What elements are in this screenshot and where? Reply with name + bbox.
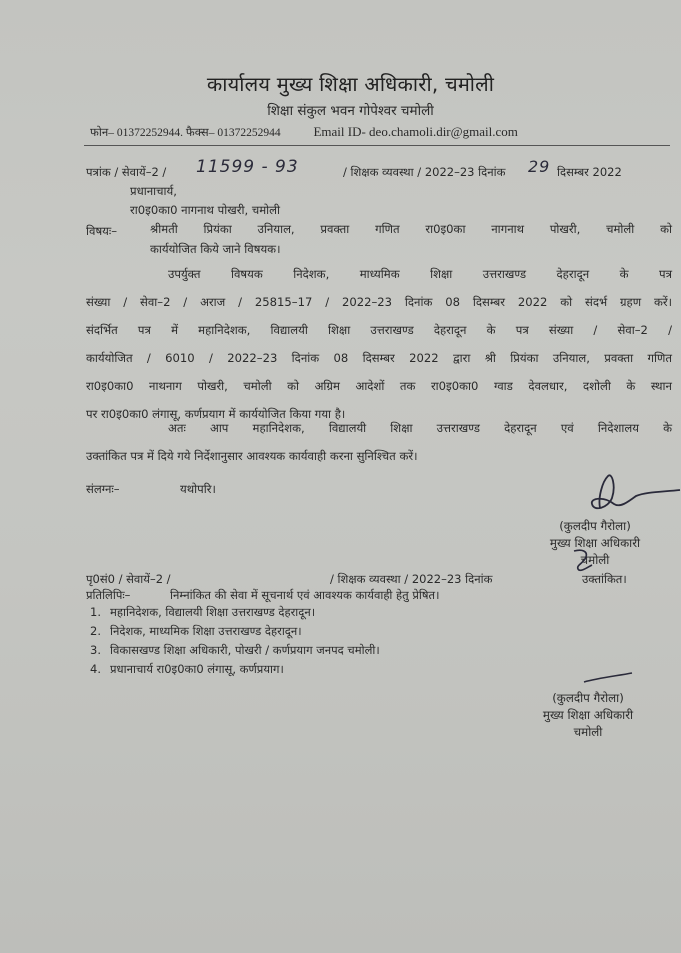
subject-line-2: कार्ययोजित किये जाने विषयक। <box>150 242 281 256</box>
copy-list-item: 3. विकासखण्ड शिक्षा अधिकारी, पोखरी / कर्णप्रयाग जनपद चमोली। <box>90 643 380 657</box>
date-month-year: दिसम्बर 2022 <box>557 165 622 179</box>
copy-reference-prefix: पृ0सं0 / सेवायें–2 / <box>86 572 171 586</box>
signature-stroke <box>582 670 634 686</box>
signature-scribble <box>580 470 681 520</box>
signatory-designation: मुख्य शिक्षा अधिकारी <box>542 708 634 722</box>
header-divider <box>84 145 670 146</box>
copy-label: प्रतिलिपिः– <box>86 588 131 602</box>
copy-reference-suffix: / शिक्षक व्यवस्था / 2022–23 दिनांक <box>330 572 493 586</box>
enclosure-value: यथोपरि। <box>180 482 216 496</box>
signature-block-2 <box>528 690 648 741</box>
copy-list-item: 4. प्रधानाचार्य रा0इ0का0 लंगासू, कर्णप्रयाग। <box>90 662 284 676</box>
paragraph-line: संख्या / सेवा–2 / अराज / 25815–17 / 2022–23 दिनांक 08 दिसम्बर 2022 को संदर्भ ग्रहण करें। <box>86 295 672 309</box>
signatory-place: चमोली <box>580 553 610 567</box>
subject-line-1: श्रीमती प्रियंका उनियाल, प्रवक्ता गणित रा0इ0का नागनाथ पोखरी, चमोली को <box>150 222 672 236</box>
subject-label: विषयः– <box>86 224 118 238</box>
paragraph-line: कार्ययोजित / 6010 / 2022–23 दिनांक 08 दिसम्बर 2022 द्वारा श्री प्रियंका उनियाल, प्रवक्ता गणित <box>86 351 672 365</box>
signatory-name: (कुलदीप गैरोला) <box>559 519 631 533</box>
paragraph-line: उपर्युक्त विषयक निदेशक, माध्यमिक शिक्षा उत्तराखण्ड देहरादून के पत्र <box>168 267 672 281</box>
paragraph-line: अतः आप महानिदेशक, विद्यालयी शिक्षा उत्तराखण्ड देहरादून एवं निदेशालय के <box>168 421 672 435</box>
contact-line <box>90 124 518 140</box>
office-title: कार्यालय मुख्य शिक्षा अधिकारी, चमोली <box>206 72 495 96</box>
copy-intro: निम्नांकित की सेवा में सूचनार्थ एवं आवश्यक कार्यवाही हेतु प्रेषित। <box>170 588 440 602</box>
phone-fax: फोन– 01372252944. फैक्स– 01372252944 <box>90 127 281 139</box>
signatory-place: चमोली <box>573 725 603 739</box>
body-paragraph-1 <box>86 260 672 428</box>
copy-list-item: 1. महानिदेशक, विद्यालयी शिक्षा उत्तराखण्ड देहरादून। <box>90 605 316 619</box>
paragraph-line: पर रा0इ0का0 लंगासू, कर्णप्रयाग में कार्ययोजित किया गया है। <box>86 407 346 421</box>
initials-mark <box>568 545 598 575</box>
email-id: Email ID- deo.chamoli.dir@gmail.com <box>313 124 518 139</box>
paragraph-line: उक्तांकित पत्र में दिये गये निर्देशानुसार आवश्यक कार्यवाही करना सुनिश्चित करें। <box>86 449 418 463</box>
paragraph-line: रा0इ0का0 नाथनाग पोखरी, चमोली को अग्रिम आदेशों तक रा0इ0का0 ग्वाड देवलधार, दशोली के स्थान <box>86 379 672 393</box>
signatory-designation: मुख्य शिक्षा अधिकारी <box>549 536 641 550</box>
copy-date-value: उक्तांकित। <box>582 572 627 586</box>
copy-list-item: 2. निदेशक, माध्यमिक शिक्षा उत्तराखण्ड देहरादून। <box>90 624 302 638</box>
paragraph-line: संदर्भित पत्र में महानिदेशक, विद्यालयी शिक्षा उत्तराखण्ड देहरादून के पत्र संख्या / सेवा–2 / <box>86 323 672 337</box>
reference-prefix: पत्रांक / सेवायें–2 / <box>86 165 167 179</box>
date-day-handwritten: 29 <box>528 157 551 176</box>
recipient-school: रा0इ0का0 नागनाथ पोखरी, चमोली <box>130 203 281 217</box>
office-address: शिक्षा संकुल भवन गोपेश्वर चमोली <box>267 103 434 119</box>
signatory-name: (कुलदीप गैरोला) <box>552 691 624 705</box>
reference-suffix: / शिक्षक व्यवस्था / 2022–23 दिनांक <box>343 165 506 179</box>
body-paragraph-2 <box>86 414 672 470</box>
enclosure-label: संलग्नः– <box>86 482 120 496</box>
reference-number-handwritten: 11599 - 93 <box>196 157 299 177</box>
recipient-title: प्रधानाचार्य, <box>130 184 177 198</box>
